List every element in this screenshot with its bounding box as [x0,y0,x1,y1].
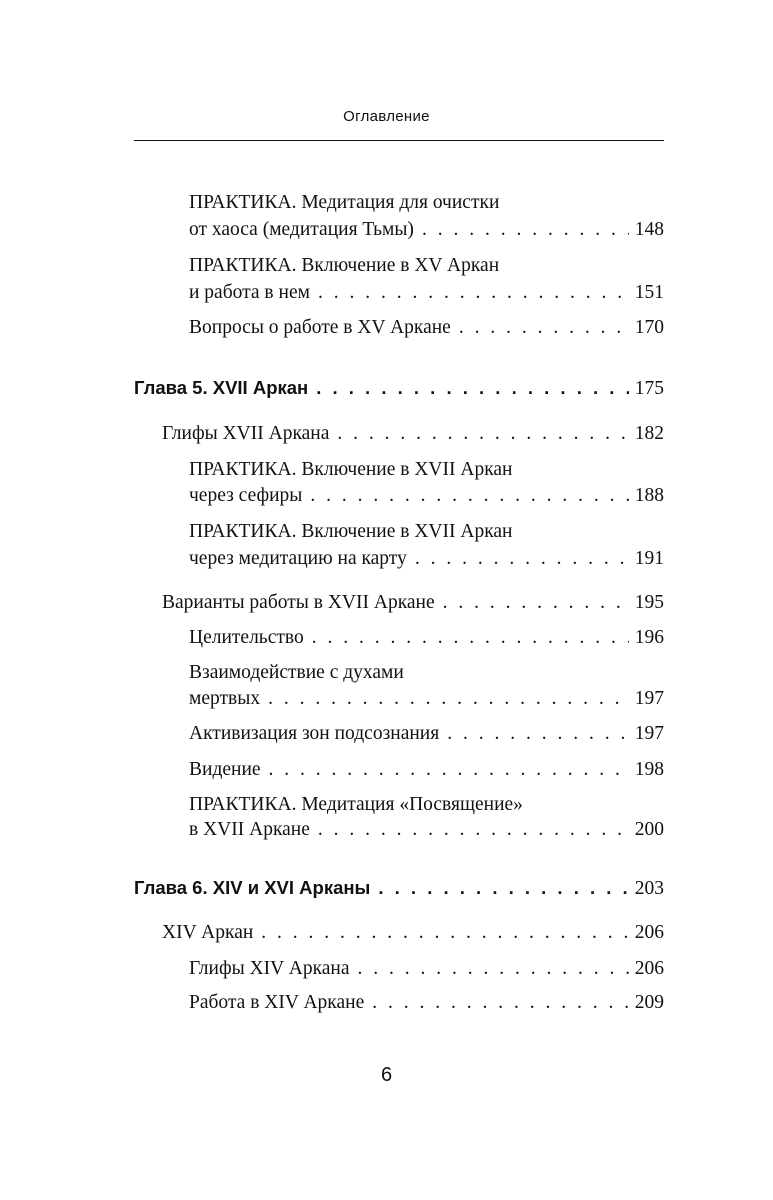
toc-page-number: 206 [634,922,664,943]
toc-chapter[interactable] [134,376,664,402]
toc-section[interactable] [162,921,664,947]
leader-dots [372,991,629,1015]
toc-entry[interactable] [189,281,664,307]
toc-entry[interactable] [189,218,664,244]
toc-entry[interactable] [189,626,664,652]
toc-page-number: 196 [634,627,664,648]
toc-page-number: 200 [634,819,664,840]
page-number: 6 [380,1064,393,1086]
toc-entry-title: Глифы XIV Аркана [189,958,350,979]
toc-entry-title: Работа в XIV Аркане [189,992,365,1013]
leader-dots [415,547,629,571]
toc-entry-title: и работа в нем [189,282,310,303]
leader-dots [310,484,628,508]
toc-entry[interactable] [189,722,664,748]
leader-dots [261,921,628,945]
leader-dots [269,758,629,782]
toc-entry-title: Вопросы о работе в XV Аркане [189,317,451,338]
toc-page-number: 197 [634,723,664,744]
toc-entry-line1: ПРАКТИКА. Включение в XVII Аркан [189,521,513,542]
leader-dots [358,957,629,981]
toc-section-title: XIV Аркан [162,922,254,943]
toc-entry-line1: ПРАКТИКА. Включение в XV Аркан [189,255,500,276]
toc-page-number: 148 [634,219,664,240]
leader-dots [268,687,629,711]
toc-page-number: 203 [634,878,664,899]
toc-entry-title: через медитацию на карту [189,548,407,569]
leader-dots [318,281,629,305]
leader-dots [459,316,629,340]
toc-entry-line1: ПРАКТИКА. Медитация «Посвящение» [189,794,523,815]
toc-entry-title: Целительство [189,627,304,648]
toc-entry[interactable] [189,484,664,510]
toc-section-title: Варианты работы в XVII Аркане [162,592,435,613]
toc-entry[interactable] [189,957,664,983]
toc-section[interactable] [162,422,664,448]
toc-page-number: 197 [634,688,664,709]
toc-entry[interactable] [189,758,664,784]
leader-dots [443,591,629,615]
toc-page-number: 182 [634,423,664,444]
leader-dots [312,626,629,650]
toc-entry[interactable] [189,316,664,342]
toc-page-number: 170 [634,317,664,338]
toc-entry[interactable] [189,991,664,1017]
toc-chapter[interactable] [134,876,664,902]
toc-entry-title: через сефиры [189,485,303,506]
toc-entry-title: в XVII Аркане [189,819,310,840]
toc-entry-line1: ПРАКТИКА. Включение в XVII Аркан [189,459,513,480]
toc-page-number: 195 [634,592,664,613]
toc-page-number: 151 [634,282,664,303]
toc-entry[interactable] [189,818,664,844]
leader-dots [318,818,629,842]
toc-chapter-title: Глава 6. XIV и XVI Арканы [134,877,371,898]
leader-dots [378,876,628,900]
toc-entry-title: от хаоса (медитация Тьмы) [189,219,414,240]
toc-page-number: 198 [634,759,664,780]
toc-page-number: 175 [634,378,664,399]
leader-dots [337,422,628,446]
toc-page-number: 206 [634,958,664,979]
running-header: Оглавление [343,108,430,125]
toc-entry-line1: Взаимодействие с духами [189,662,404,683]
toc-section-title: Глифы XVII Аркана [162,423,330,444]
toc-entry-line1: ПРАКТИКА. Медитация для очистки [189,192,500,213]
leader-dots [447,722,629,746]
toc-page-number: 209 [634,992,664,1013]
toc-entry-title: Видение [189,759,261,780]
toc-entry-title: мертвых [189,688,261,709]
toc-page-number: 188 [634,485,664,506]
toc-chapter-title: Глава 5. XVII Аркан [134,377,309,398]
toc-section[interactable] [162,591,664,617]
toc-entry[interactable] [189,547,664,573]
leader-dots [316,376,629,400]
toc-page-number: 191 [634,548,664,569]
toc-entry-title: Активизация зон подсознания [189,723,440,744]
toc-entry[interactable] [189,687,664,713]
leader-dots [422,218,629,242]
